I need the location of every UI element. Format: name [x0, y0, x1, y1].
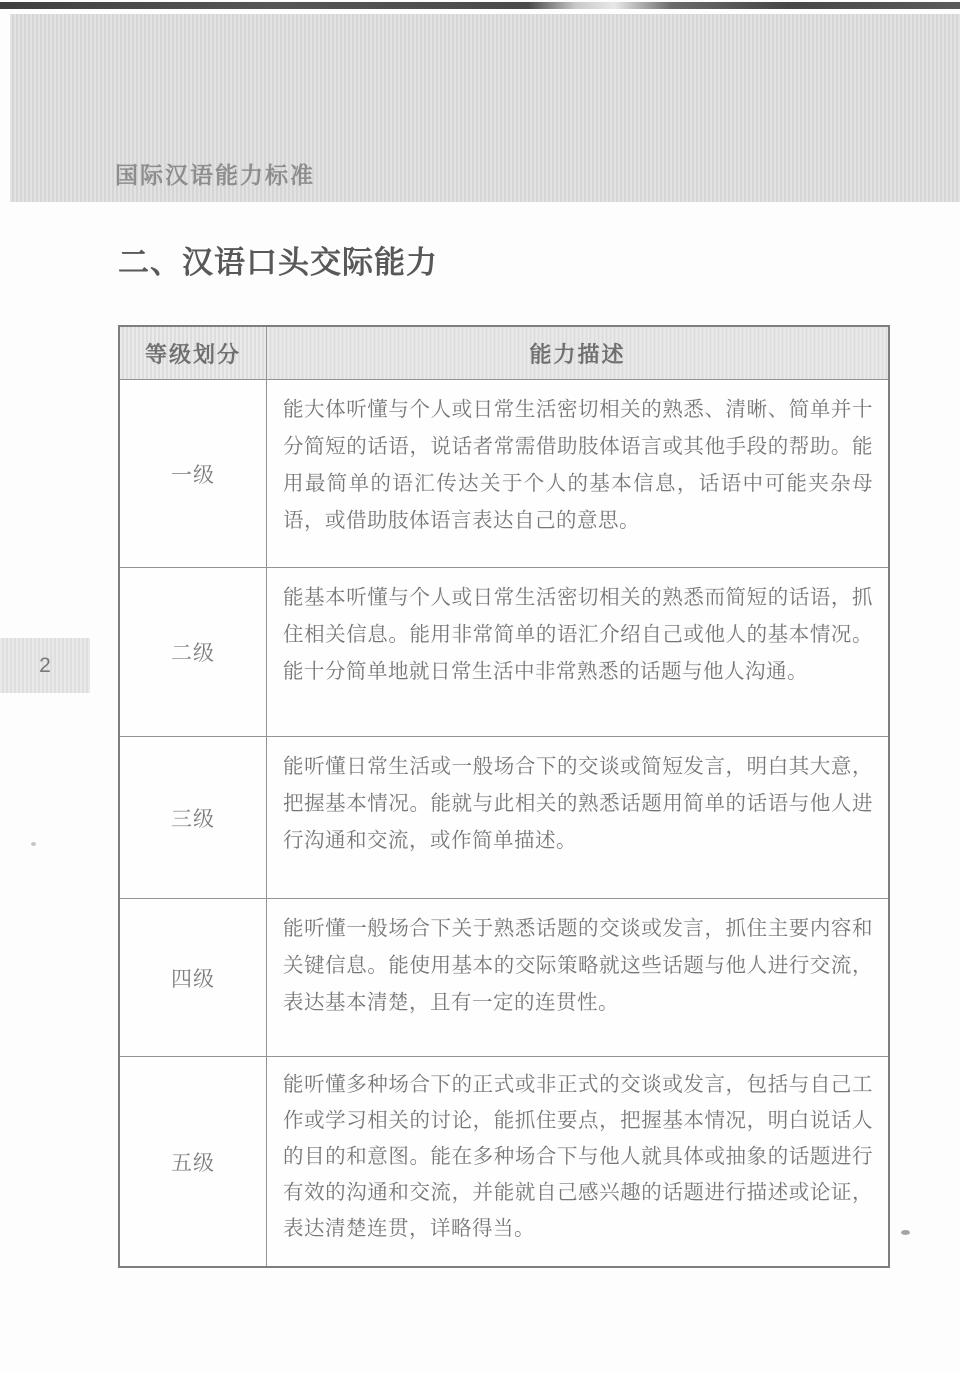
- column-header-description: 能力描述: [267, 326, 890, 380]
- level-label: 一级: [119, 380, 267, 568]
- level-label: 五级: [119, 1057, 267, 1268]
- scan-speck: [31, 842, 36, 846]
- column-header-level: 等级划分: [119, 326, 267, 380]
- level-label: 四级: [119, 899, 267, 1057]
- section-title: 二、汉语口头交际能力: [118, 245, 438, 280]
- level-label: 二级: [119, 568, 267, 737]
- level-description: 能听懂日常生活或一般场合下的交谈或简短发言，明白其大意，把握基本情况。能就与此相关的熟悉话题用简单的话语与他人进行沟通和交流，或作简单描述。: [267, 737, 890, 899]
- table-row: [119, 568, 889, 737]
- table-header-row: [119, 326, 889, 380]
- page-number-tab: [0, 638, 90, 693]
- table-row: [119, 380, 889, 568]
- table-row: [119, 737, 889, 899]
- level-description: 能听懂多种场合下的正式或非正式的交谈或发言，包括与自己工作或学习相关的讨论，能抓住要点，把握基本情况，明白说话人的目的和意图。能在多种场合下与他人就具体或抽象的话题进行有效的沟通和交流，并能就自己感兴趣的话题进行描述或论证，表达清楚连贯，详略得当。: [267, 1057, 890, 1268]
- scan-speck: [901, 1230, 910, 1235]
- proficiency-level-table: [118, 325, 890, 1268]
- level-description: 能大体听懂与个人或日常生活密切相关的熟悉、清晰、简单并十分简短的话语，说话者常需借助肢体语言或其他手段的帮助。能用最简单的语汇传达关于个人的基本信息，话语中可能夹杂母语，或借助肢体语言表达自己的意思。: [267, 380, 890, 568]
- scan-top-edge-line: [0, 2, 960, 9]
- table-row: [119, 899, 889, 1057]
- level-label: 三级: [119, 737, 267, 899]
- running-header-title: 国际汉语能力标准: [115, 162, 315, 188]
- level-description: 能听懂一般场合下关于熟悉话题的交谈或发言，抓住主要内容和关键信息。能使用基本的交际策略就这些话题与他人进行交流，表达基本清楚，且有一定的连贯性。: [267, 899, 890, 1057]
- level-description: 能基本听懂与个人或日常生活密切相关的熟悉而简短的话语，抓住相关信息。能用非常简单的语汇介绍自己或他人的基本情况。能十分简单地就日常生活中非常熟悉的话题与他人沟通。: [267, 568, 890, 737]
- page-header-band: [10, 14, 960, 202]
- page-number: 2: [39, 653, 51, 677]
- table-row: [119, 1057, 889, 1268]
